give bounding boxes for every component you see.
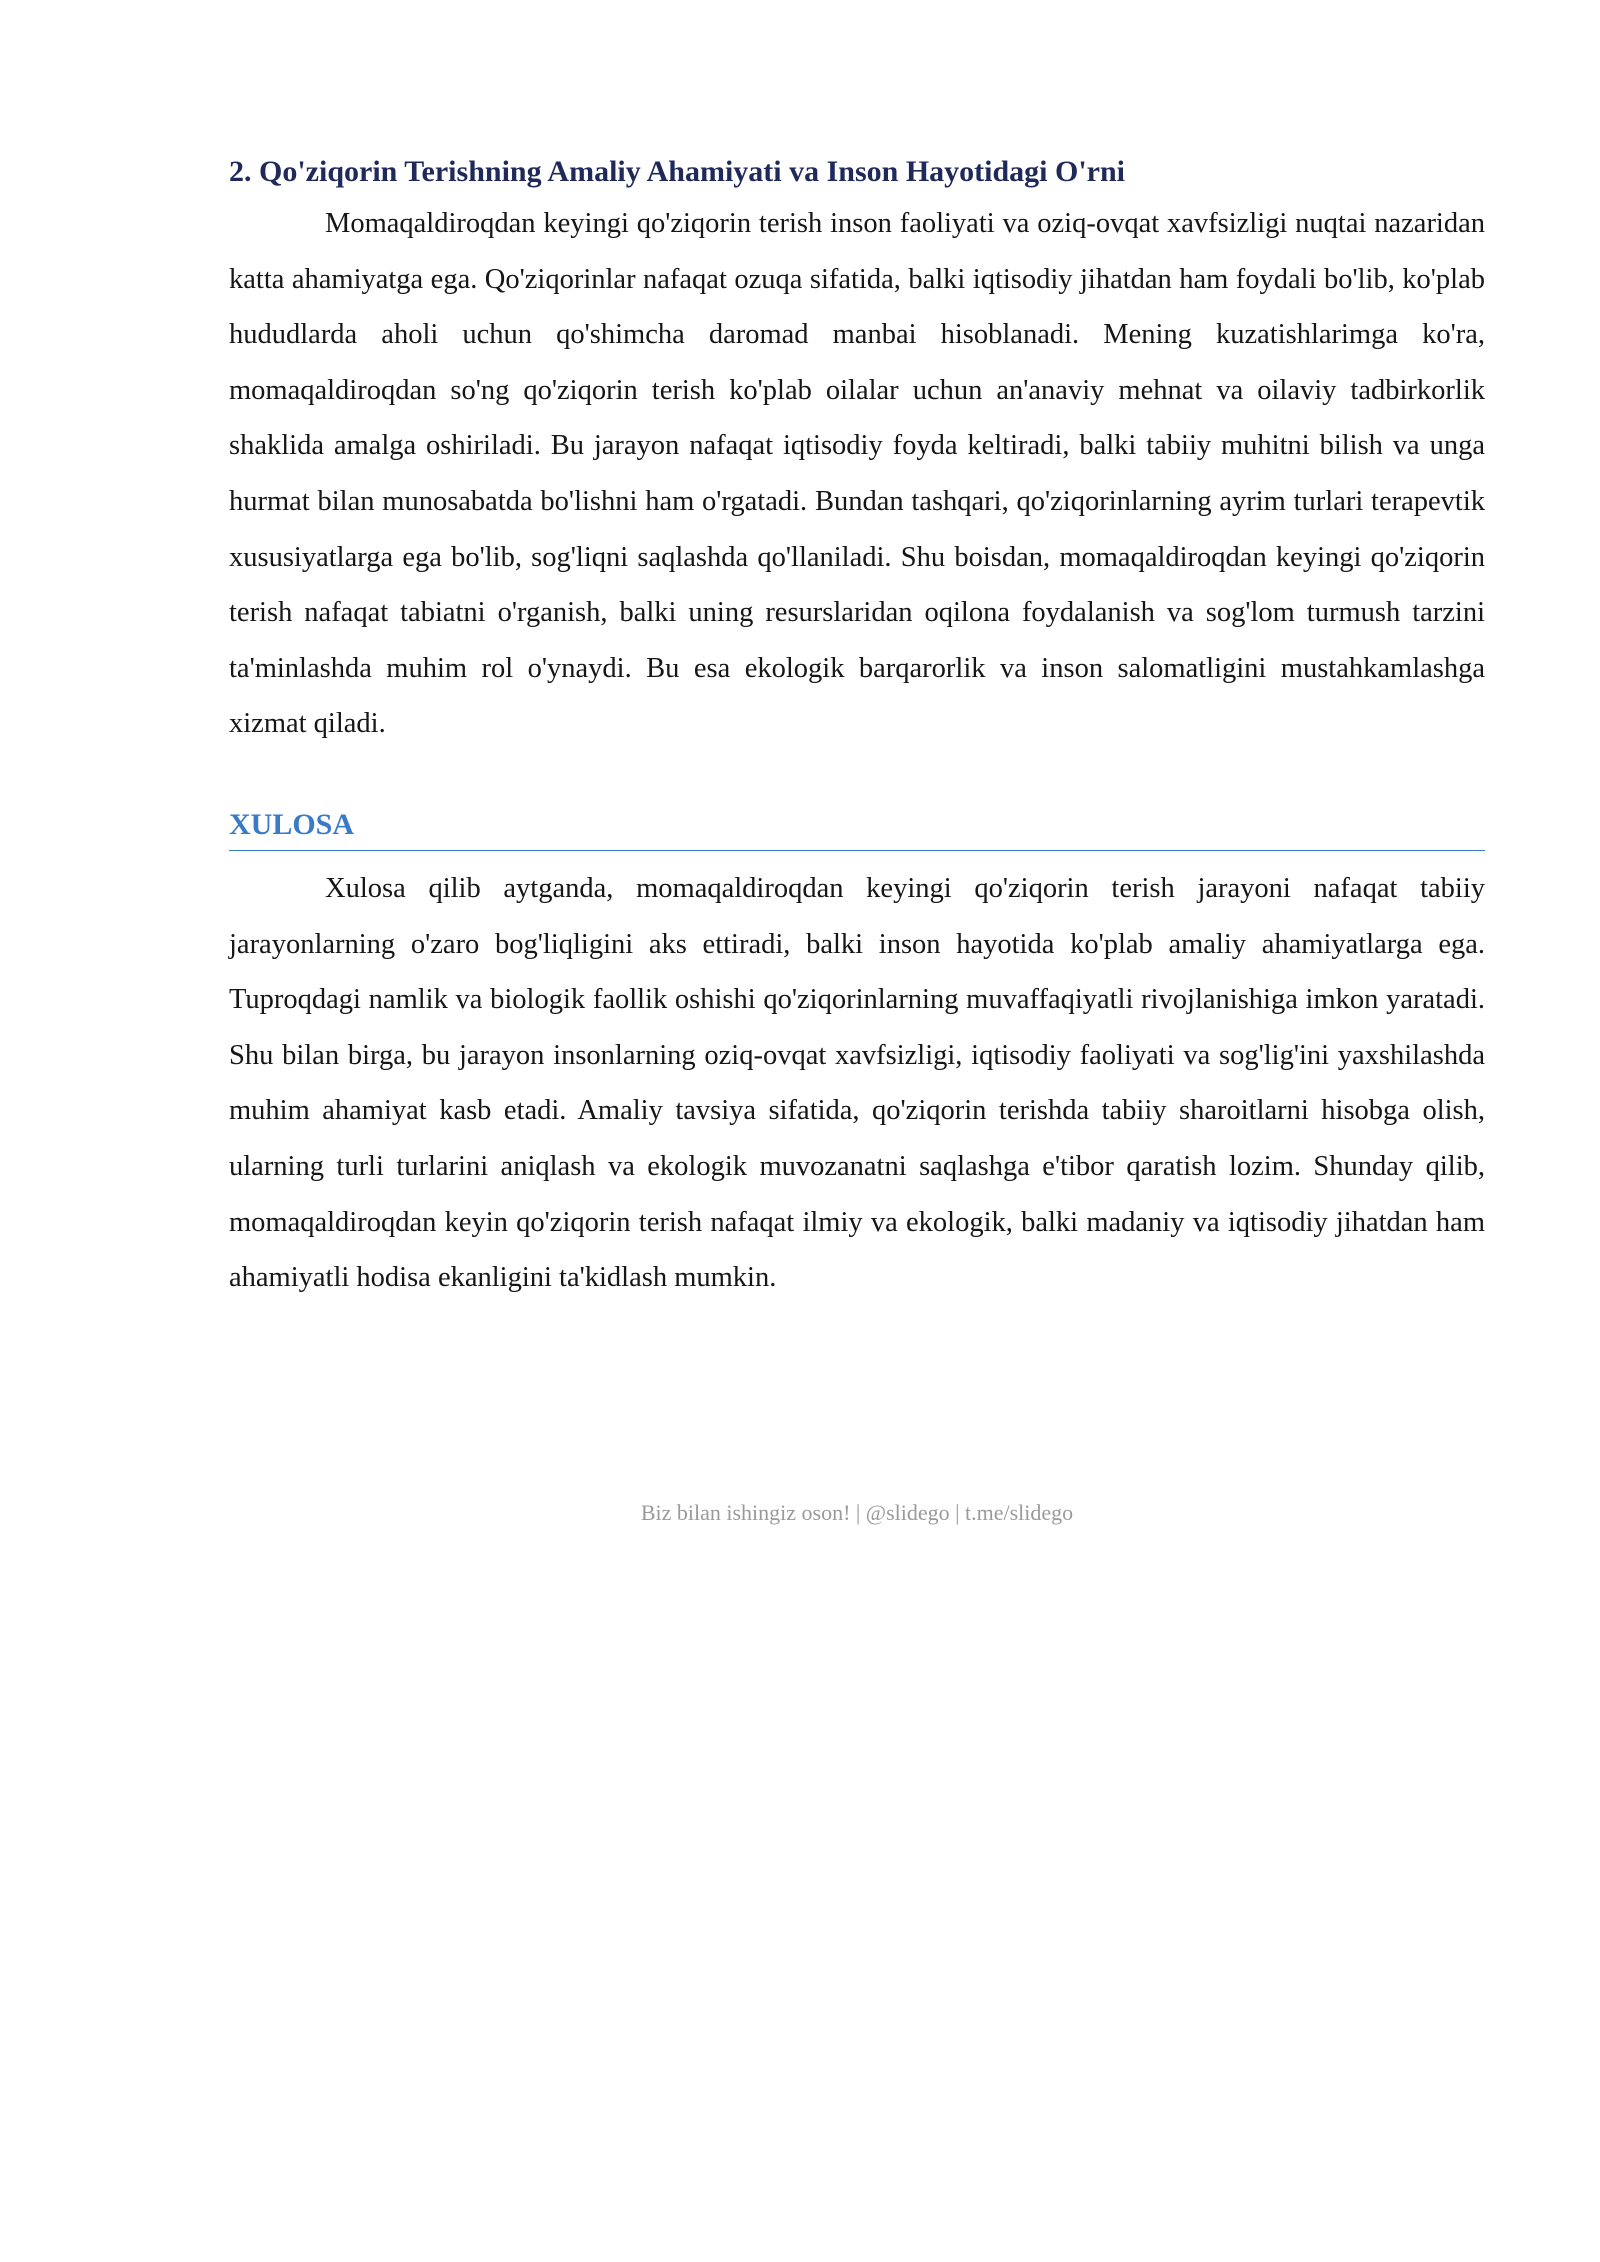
- section-paragraph: Momaqaldiroqdan keyingi qo'ziqorin terish inson faoliyati va oziq-ovqat xavfsizligi nuqtai nazaridan katta ahamiyatga ega. Qo'ziqorinlar nafaqat ozuqa sifatida, balki iqtisodiy jihatdan ham foydali bo'lib, ko'plab hududlarda aholi uchun qo'shimcha daromad manbai hisoblanadi. Mening kuzatishlarimga ko'ra, momaqaldiroqdan so'ng qo'ziqorin terish ko'plab oilalar uchun an'anaviy mehnat va oilaviy tadbirkorlik shaklida amalga oshiriladi. Bu jarayon nafaqat iqtisodiy foyda keltiradi, balki tabiiy muhitni bilish va unga hurmat bilan munosabatda bo'lishni ham o'rgatadi. Bundan tashqari, qo'ziqorinlarning ayrim turlari terapevtik xususiyatlarga ega bo'lib, sog'liqni saqlashda qo'llaniladi. Shu boisdan, momaqaldiroqdan keyingi qo'ziqorin terish nafaqat tabiatni o'rganish, balki uning resurslaridan oqilona foydalanish va sog'lom turmush tarzini ta'minlashda muhim rol o'ynaydi. Bu esa ekologik barqarorlik va inson salomatligini mustahkamlashga xizmat qiladi.: [229, 208, 1485, 740]
- document-page: [229, 150, 1485, 1306]
- conclusion-heading: XULOSA: [229, 802, 1485, 851]
- conclusion-paragraph: Xulosa qilib aytganda, momaqaldiroqdan keyingi qo'ziqorin terish jarayoni nafaqat tabiiy jarayonlarning o'zaro bog'liqligini aks ettiradi, balki inson hayotida ko'plab amaliy ahamiyatlarga ega. Tuproqdagi namlik va biologik faollik oshishi qo'ziqorinlarning muvaffaqiyatli rivojlanishiga imkon yaratadi. Shu bilan birga, bu jarayon insonlarning oziq-ovqat xavfsizligi, iqtisodiy faoliyati va sog'lig'ini yaxshilashda muhim ahamiyat kasb etadi. Amaliy tavsiya sifatida, qo'ziqorin terishda tabiiy sharoitlarni hisobga olish, ularning turli turlarini aniqlash va ekologik muvozanatni saqlashga e'tibor qaratish lozim. Shunday qilib, momaqaldiroqdan keyin qo'ziqorin terish nafaqat ilmiy va ekologik, balki madaniy va iqtisodiy jihatdan ham ahamiyatli hodisa ekanligini ta'kidlash mumkin.: [229, 872, 1485, 1294]
- page-footer: Biz bilan ishingiz oson! | @slidego | t.me/slidego: [640, 1500, 1074, 1525]
- section-heading: 2. Qo'ziqorin Terishning Amaliy Ahamiyati va Inson Hayotidagi O'rni: [229, 155, 1126, 188]
